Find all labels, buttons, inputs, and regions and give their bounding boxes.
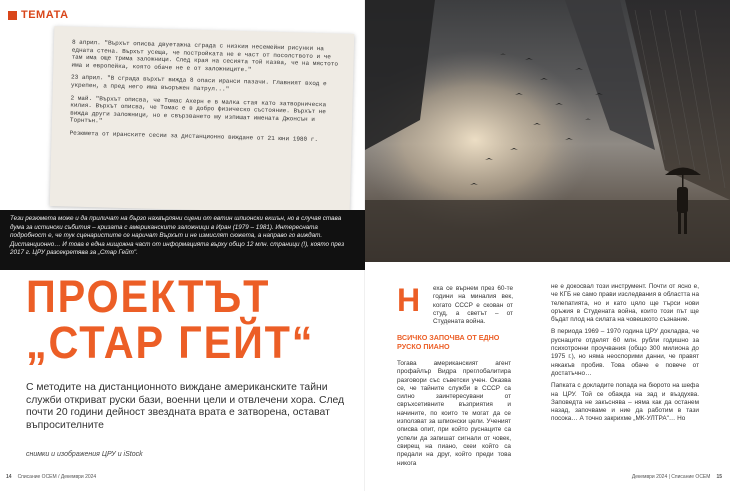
section-label: ТЕМАТА	[21, 9, 69, 21]
document-paragraph: 23 април. "В сграда върхът вижда 8 опаси иранси пазачи. Главният вход е укрепен, а пред него има въоръжен патрул..."	[70, 73, 327, 93]
document-text	[69, 39, 344, 150]
folio-text: Декември 2024 | Списание ОСЕМ	[631, 474, 711, 480]
body-column-1	[397, 360, 511, 472]
drop-cap: Н	[397, 282, 421, 318]
body-paragraph: Тогава американският агент профайлър Видра преглобалитира разговори със съветски учен. Оказва се, че тайните служби в СССР са силно заинтересувани от свръхсетивните възприятия и начините, по които те могат да се използват за шпионски цели. Ученият описва опит, при който руснаците са успели да запишат сигнали от човек, свирещ на пиано, скеи който са предали на друг, който преди това никога	[397, 360, 511, 467]
headline-line-1: ПРОЕКТЪТ	[26, 271, 271, 322]
folio-text: Списание ОСЕМ / Декември 2024	[17, 474, 97, 480]
left-folio	[6, 474, 96, 480]
body-paragraph: Папката с докладите попада на бюрото на шефа на ЦРУ. Той се обажда на зад и въздухва. Заповедта не закъснява – няма как да останем назад, започваме и ние да работим в тази посока… А точно закрихме „МК-УЛТРА"… Но	[551, 382, 699, 423]
body-paragraph: не е докосвал този инструмент. Почти от ясно е, че КГБ не само прави изследвания в областта на телепатията, но и като цяло ще търси нови оръжия в Студената война, които този път ще бъдат плод на силата на човешкото съзнание.	[551, 283, 699, 324]
intro-text: еха се върнем през 60-те години на миналия век, когато СССР е скован от студ, а светът – от Студената война.	[433, 285, 513, 326]
image-caption: Тези резюмета може и да приличат на бързо нахвърляни сцени от евтин шпионски екшън, но в случая става дума за истински събития – кризата с американските заложници в Иран (1979 – 1981). Интересната подробност е, че тук сценаристите се наричат Върхът и не измислят сюжета, а направо го виждат. Дистанционно… И това е една нищожна част от информацията върху общо 12 млн. страници (!), която през 2017 г. ЦРУ разсекретява за „Стар Гейт".	[0, 210, 365, 270]
article-lead: С методите на дистанционното виждане американските тайни служби откриват руски бази, военни цели и отвлечени хора. След почти 20 години дейност звездната врата е затворена, остават въпросителните	[26, 382, 345, 431]
city-sky-photo	[365, 0, 730, 262]
right-folio	[632, 474, 722, 480]
photo-illustration	[365, 0, 730, 262]
document-paragraph: 2 май. "Върхът описва, че Томас Ахерн е в малка стая като затворническа килия. Върхът описва, че Томас е в добро физическо състояние. Върхът не вижда други заложници, но е свързването му изпишат имената Джонсън и Торнтън."	[69, 94, 327, 125]
section-tag	[8, 9, 69, 21]
section-marker-icon	[8, 11, 17, 20]
photo-credits: снимки и изображения ЦРУ и iStock	[26, 451, 143, 458]
document-paragraph: 8 април. "Върхът описва двуетажна сграда с низкия несемейни рисунки на едната стена. Върхът усеща, че постройката не е част от посолството и че там има още трима заложници. След края на сесията той казва, че на мястото има и европейка, която обаче не е от заложниците."	[71, 38, 339, 74]
page-number: 15	[716, 474, 722, 480]
body-column-2	[551, 283, 699, 428]
headline-line-2: „СТАР ГЕЙТ“	[26, 317, 315, 368]
page-number: 14	[6, 474, 12, 480]
article-headline	[26, 271, 330, 368]
body-paragraph: В периода 1969 – 1970 година ЦРУ докладва, че руснаците отделят 60 млн. рубли годишно за психотронни проучвания (общо 300 милиона до 1975 г.), но няма неоспорими данни, че правят някакъв пробив. Това обаче е повече от достатъчно…	[551, 328, 699, 377]
typed-document	[50, 26, 355, 214]
document-paragraph: Резюмета от иранските сесии за дистанционно виждане от 21 юни 1980 г.	[69, 129, 319, 143]
right-page	[365, 0, 730, 491]
section-subhead: ВСИЧКО ЗАПОЧВА ОТ ЕДНО РУСКО ПИАНО	[397, 333, 500, 351]
